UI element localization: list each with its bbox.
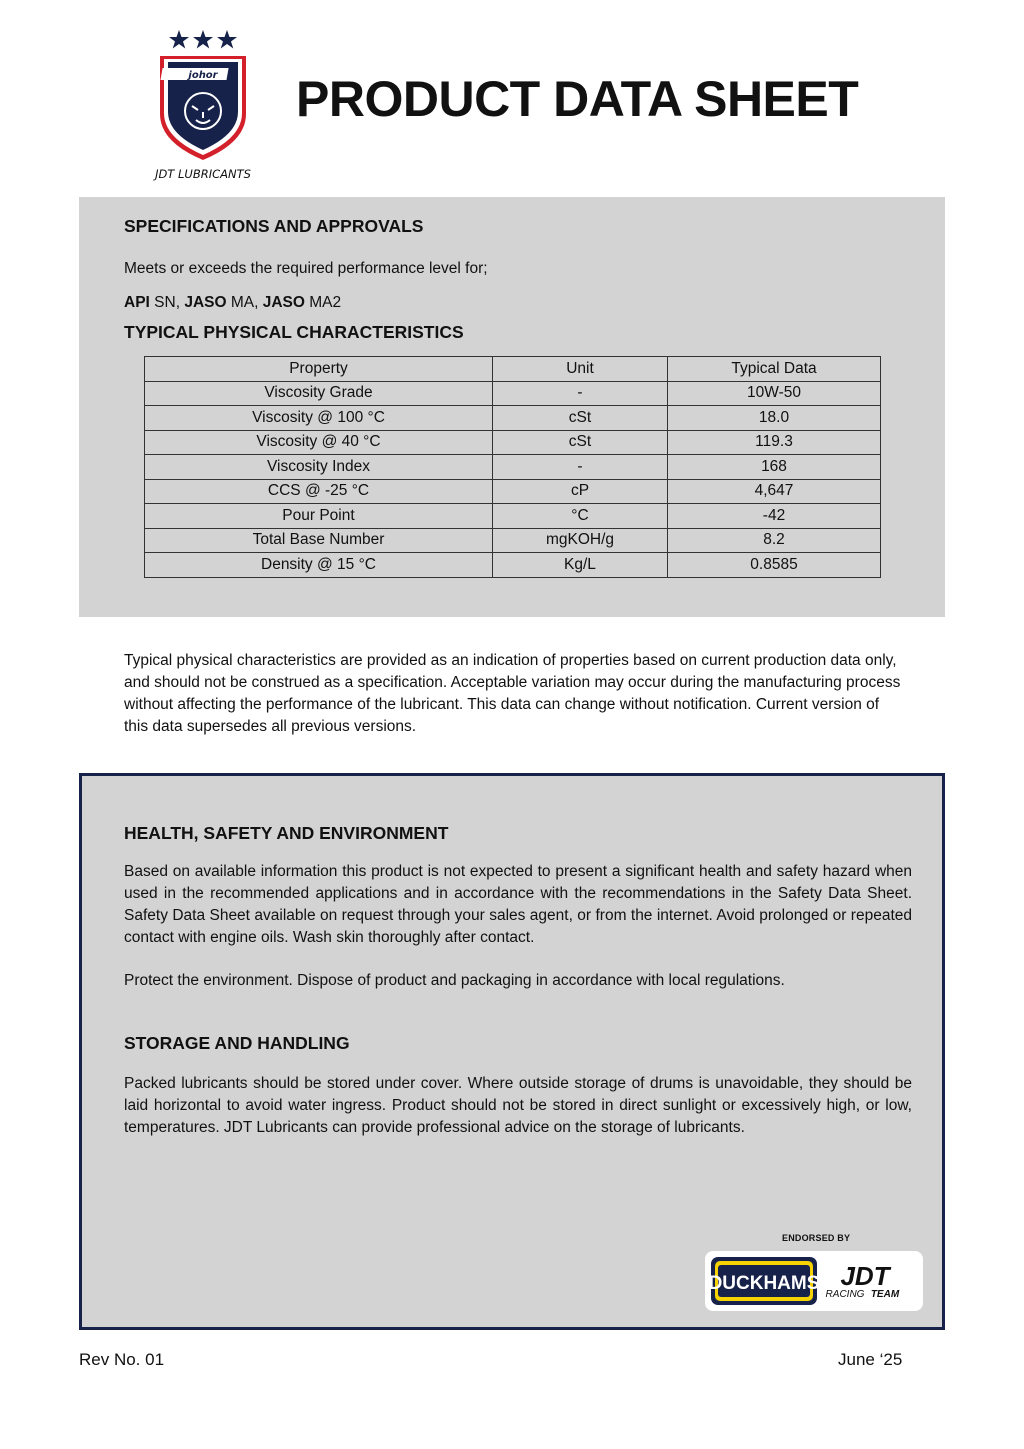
hse-panel [79,773,945,1330]
table-row [145,504,881,529]
characteristics-heading: TYPICAL PHYSICAL CHARACTERISTICS [124,322,464,342]
column-header: Property [145,357,493,382]
property-cell: Density @ 15 °C [145,553,493,578]
approval-grade: SN [154,294,176,311]
table-row [145,553,881,578]
table-row [145,455,881,480]
unit-cell: Kg/L [493,553,668,578]
value-cell: 8.2 [668,528,881,553]
svg-text:johor: johor [188,70,218,81]
hse-text: Based on available information this product is not expected to present a significant health and safety hazard when used in the recommended applications and in accordance with the recommendations in the Safety Data Sheet. Safety Data Sheet available on request through your sales agent, or from the internet. Avoid prolonged or repeated contact with engine oils. Wash skin thoroughly after contact. [124,863,912,946]
hse-heading: HEALTH, SAFETY AND ENVIRONMENT [124,823,449,843]
property-cell: Total Base Number [145,528,493,553]
value-cell: 10W-50 [668,381,881,406]
property-cell: Viscosity Grade [145,381,493,406]
meets-text: Meets or exceeds the required performance level for; [124,260,488,277]
approval-org: JASO [184,294,227,311]
approval-org: API [124,294,150,311]
storage-text: Packed lubricants should be stored under cover. Where outside storage of drums is unavoidable, they should be laid horizontal to avoid water ingress. Product should not be stored in direct sunlight or excessively high, or low, temperatures. JDT Lubricants can provide professional advice on the storage of lubricants. [124,1075,912,1136]
property-cell: Viscosity @ 40 °C [145,430,493,455]
column-header: Unit [493,357,668,382]
jdt-lubricants-logo [132,26,274,186]
value-cell: 119.3 [668,430,881,455]
revision-number: Rev No. 01 [79,1350,165,1369]
page-title: PRODUCT DATA SHEET [296,71,859,127]
endorsed-by-label: ENDORSED BY [782,1233,851,1243]
unit-cell: °C [493,504,668,529]
unit-cell: cSt [493,430,668,455]
characteristics-table [144,356,881,578]
value-cell: -42 [668,504,881,529]
value-cell: 4,647 [668,479,881,504]
unit-cell: cSt [493,406,668,431]
duckhams-logo [709,1257,820,1305]
environment-text: Protect the environment. Dispose of product and packaging in accordance with local regulations. [124,972,785,989]
property-cell: Viscosity @ 100 °C [145,406,493,431]
star-icon [169,30,237,49]
table-row [145,430,881,455]
endorsement-logos [705,1251,923,1311]
svg-text:DUCKHAMS: DUCKHAMS [708,1273,820,1294]
value-cell: 168 [668,455,881,480]
disclaimer-text: Typical physical characteristics are provided as an indication of properties based on current production data only, and should not be construed as a specification. Acceptable variation may occur during the manufacturing process without affecting the performance of the lubricant. This data can change without notification. Current version of this data supersedes all previous versions. [124,652,901,735]
table-row [145,528,881,553]
unit-cell: - [493,455,668,480]
table-row [145,381,881,406]
storage-heading: STORAGE AND HANDLING [124,1033,350,1053]
endorsement-logos-graphic [705,1251,923,1311]
jdt-racing-team-logo [826,1261,900,1300]
specifications-heading: SPECIFICATIONS AND APPROVALS [124,216,424,236]
value-cell: 18.0 [668,406,881,431]
property-cell: CCS @ -25 °C [145,479,493,504]
table-header-row [145,357,881,382]
specifications-panel [79,197,945,617]
approval-org: JASO [262,294,305,311]
revision-date: June ‘25 [838,1350,903,1369]
svg-text:JDT: JDT [840,1261,890,1291]
approval-grade: MA2 [309,294,342,311]
property-cell: Pour Point [145,504,493,529]
logo-wordmark: JDT LUBRICANTS [155,167,251,181]
approvals-list: API SN, JASO MA, JASO MA2 [124,294,342,311]
unit-cell: - [493,381,668,406]
table-row [145,479,881,504]
table-row [145,406,881,431]
column-header: Typical Data [668,357,881,382]
property-cell: Viscosity Index [145,455,493,480]
unit-cell: cP [493,479,668,504]
svg-text:RACING: RACING [825,1289,865,1300]
unit-cell: mgKOH/g [493,528,668,553]
value-cell: 0.8585 [668,553,881,578]
approval-grade: MA [230,294,255,311]
svg-text:TEAM: TEAM [870,1289,900,1300]
